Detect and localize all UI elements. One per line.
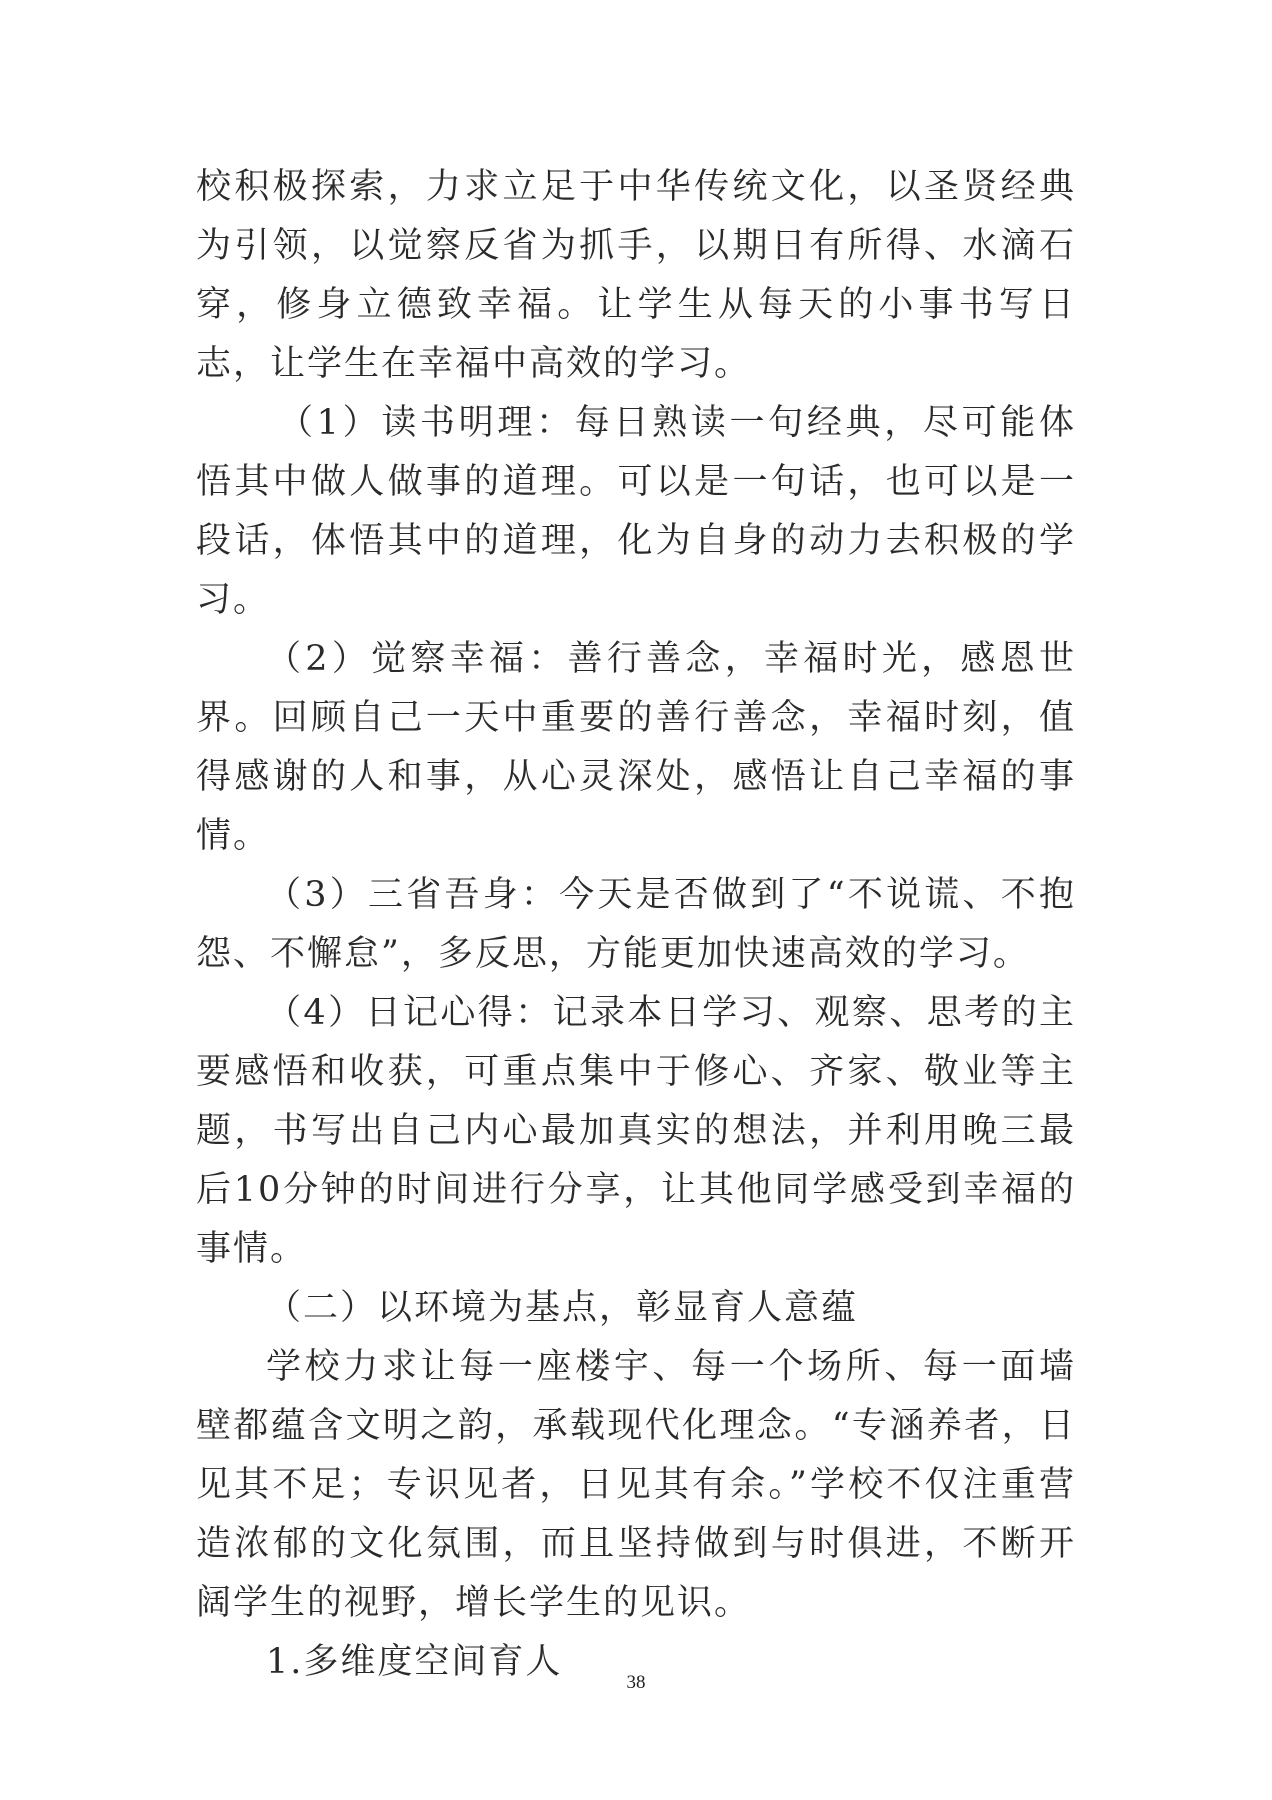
paragraph-item-4: （4）日记心得：记录本日学习、观察、思考的主要感悟和收获，可重点集中于修心、齐家、敬业等主题，书写出自己内心最加真实的想法，并利用晚三最后10分钟的时间进行分享，让其他同学感受到幸福的事情。: [196, 993, 1076, 1269]
paragraph-item-1: （1）读书明理：每日熟读一句经典，尽可能体悟其中做人做事的道理。可以是一句话，也可以是一段话，体悟其中的道理，化为自身的动力去积极的学习。: [196, 403, 1076, 620]
paragraph-intro: 校积极探索，力求立足于中华传统文化，以圣贤经典为引领，以觉察反省为抓手，以期日有所得、水滴石穿，修身立德致幸福。让学生从每天的小事书写日志，让学生在幸福中高效的学习。: [196, 167, 1076, 384]
body-text: [196, 158, 1076, 1692]
section-heading: （二）以环境为基点，彰显育人意蕴: [266, 1288, 859, 1328]
paragraph-item-2: （2）觉察幸福：善行善念，幸福时光，感恩世界。回顾自己一天中重要的善行善念，幸福时刻，值得感谢的人和事，从心灵深处，感悟让自己幸福的事情。: [196, 639, 1076, 856]
subsection-heading: 1.多维度空间育人: [266, 1642, 563, 1682]
paragraph-section-body: 学校力求让每一座楼宇、每一个场所、每一面墙壁都蕴含文明之韵，承载现代化理念。“专涵养者，日见其不足；专识见者，日见其有余。”学校不仅注重营造浓郁的文化氛围，而且坚持做到与时俱进，不断开阔学生的视野，增长学生的见识。: [196, 1347, 1076, 1623]
paragraph-item-3: （3）三省吾身：今天是否做到了“不说谎、不抱怨、不懈怠”，多反思，方能更加快速高效的学习。: [196, 875, 1076, 974]
page-number: 38: [626, 1672, 646, 1693]
